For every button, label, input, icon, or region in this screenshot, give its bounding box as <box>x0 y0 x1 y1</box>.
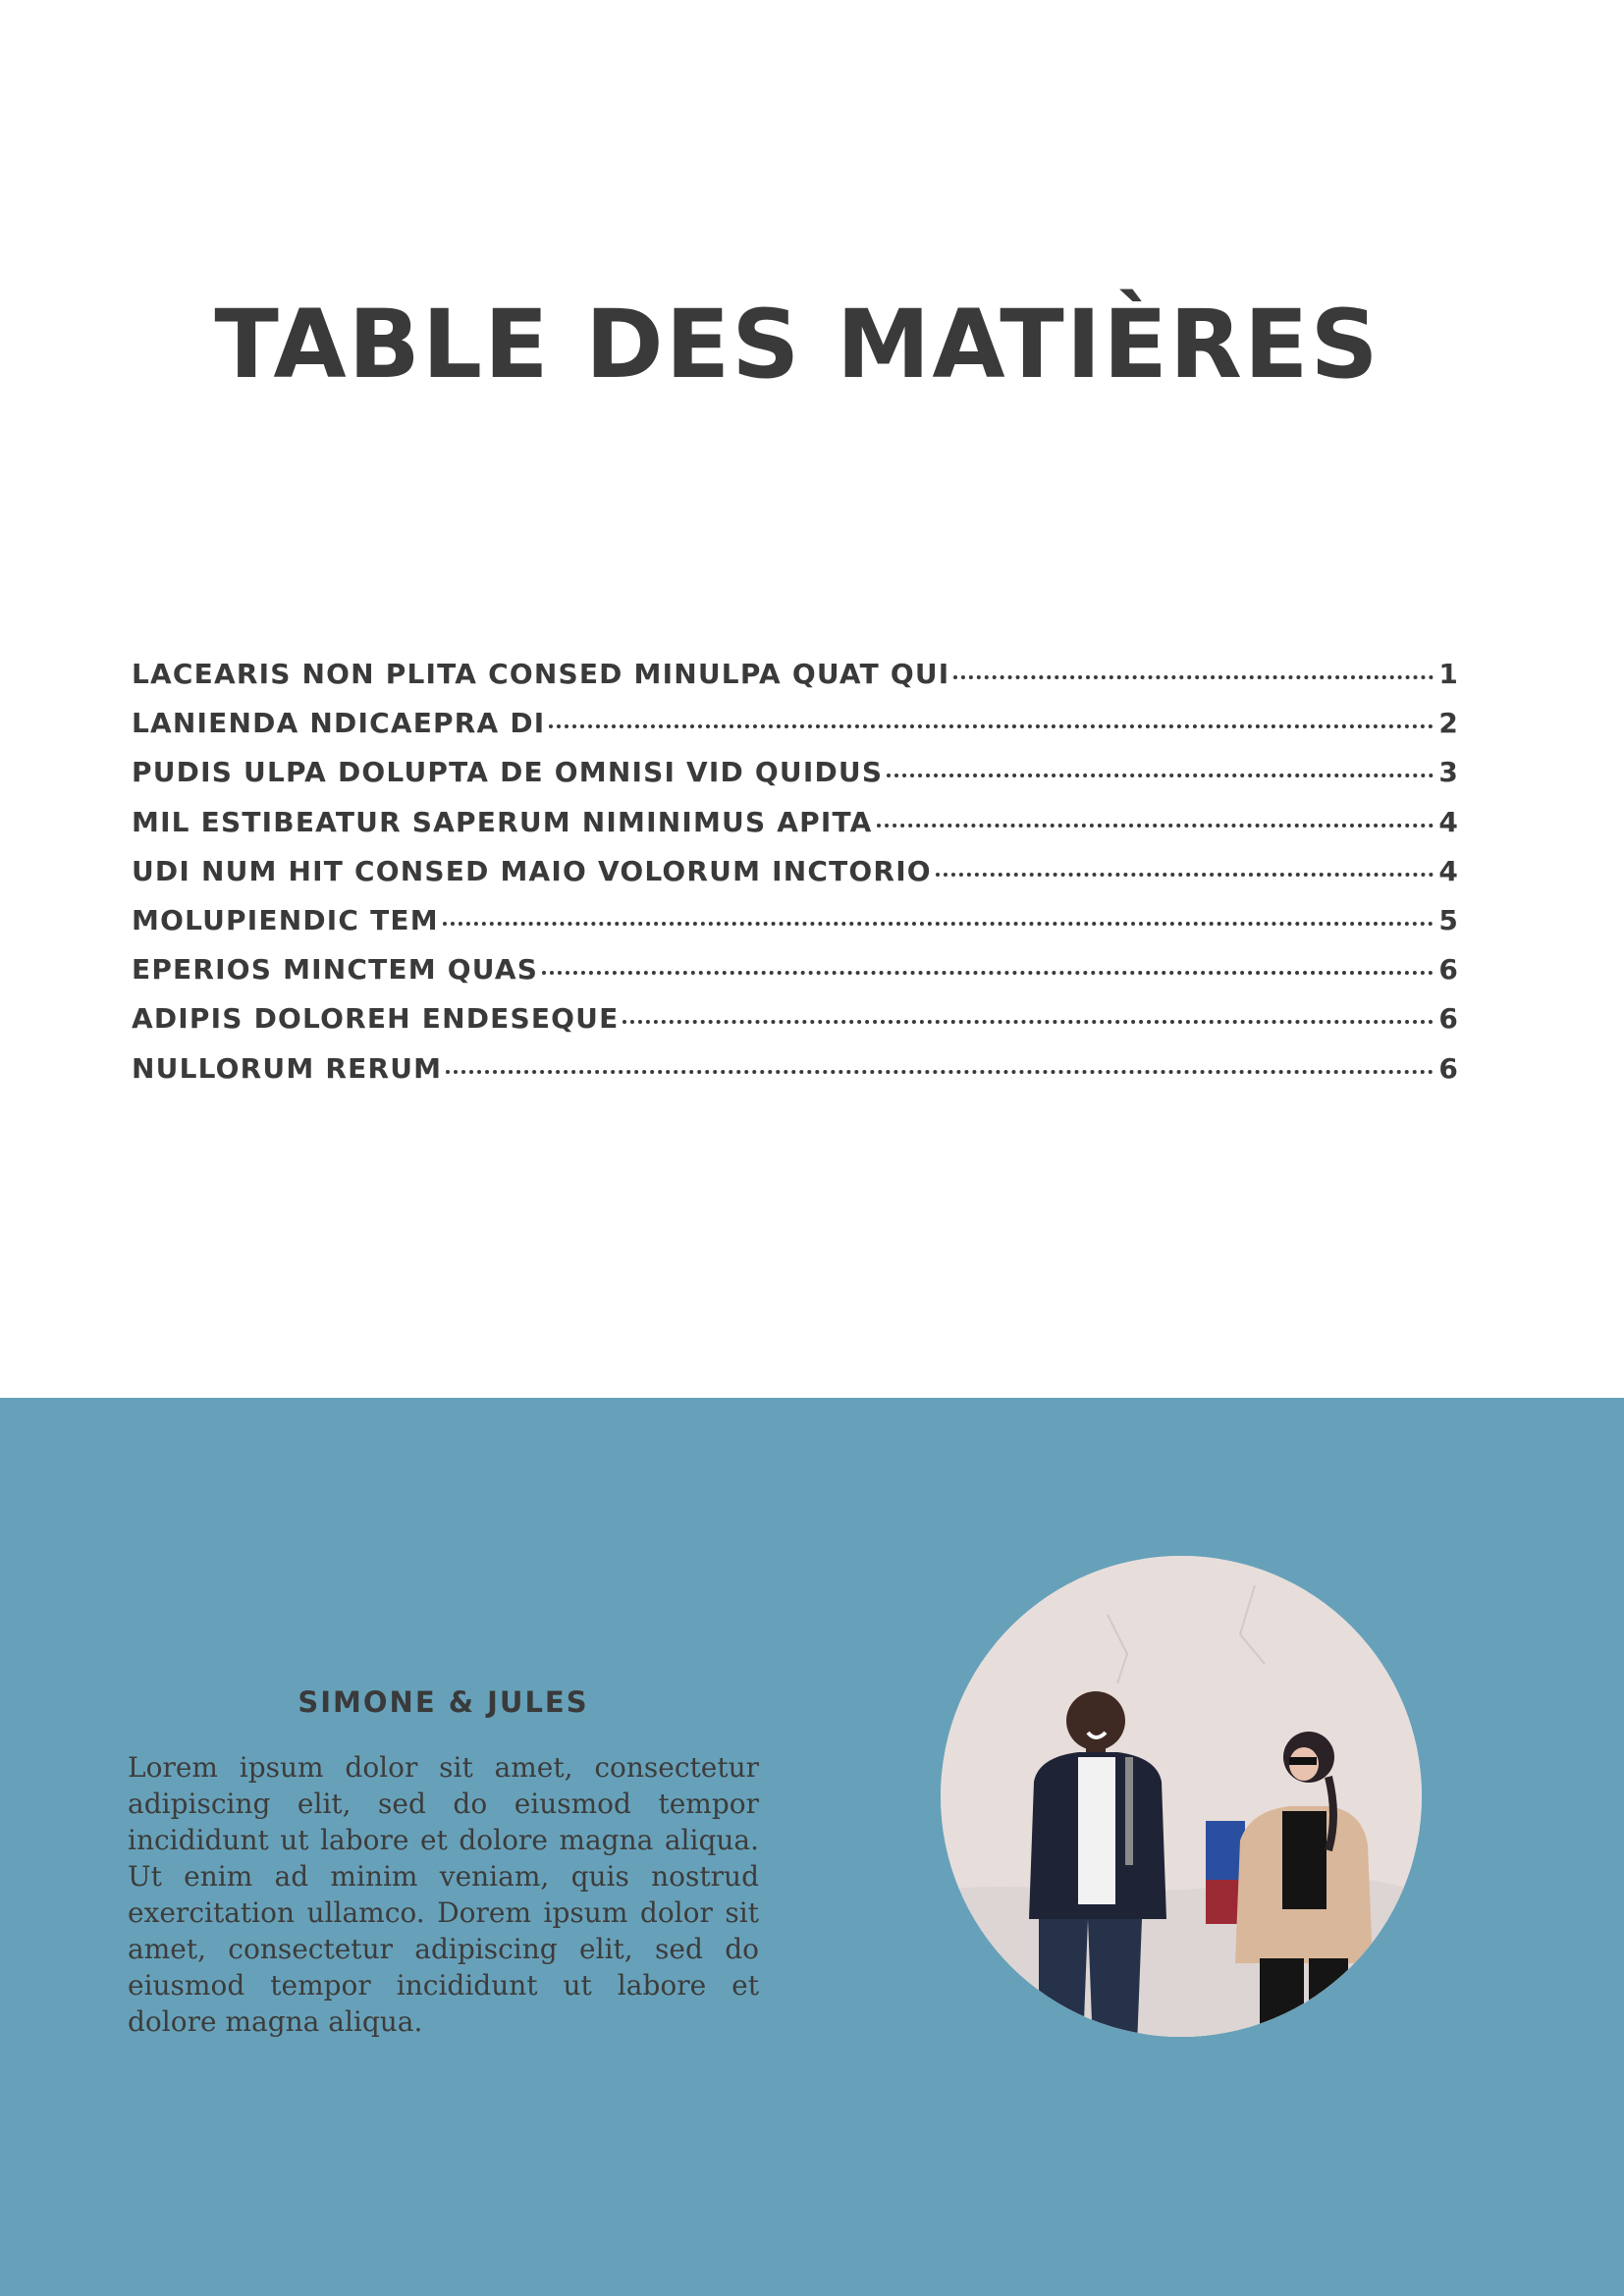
toc-entry-title: LANIENDA NDICAEPRA DI <box>132 707 546 740</box>
toc-entry-title: NULLORUM RERUM <box>132 1051 443 1085</box>
toc-entry-page: 4 <box>1438 805 1459 838</box>
toc-entry[interactable] <box>132 1052 1459 1101</box>
toc-dot-leader <box>623 1020 1434 1024</box>
toc-entry-title: MOLUPIENDIC TEM <box>132 903 439 936</box>
toc-entry-title: UDI NUM HIT CONSED MAIO VOLORUM INCTORIO <box>132 854 932 887</box>
toc-entry-page: 2 <box>1438 707 1459 740</box>
table-of-contents <box>132 658 1459 1101</box>
author-photo-illustration <box>941 1556 1422 2037</box>
toc-entry[interactable] <box>132 707 1459 756</box>
toc-entry-title: LACEARIS NON PLITA CONSED MINULPA QUAT QUI <box>132 658 950 690</box>
toc-entry[interactable] <box>132 904 1459 953</box>
toc-dot-leader <box>936 873 1434 877</box>
toc-dot-leader <box>549 724 1434 728</box>
toc-entry-page: 6 <box>1438 953 1459 987</box>
toc-dot-leader <box>443 922 1434 926</box>
author-photo <box>941 1556 1422 2037</box>
toc-entry-page: 4 <box>1438 854 1459 887</box>
toc-entry[interactable] <box>132 953 1459 1002</box>
toc-dot-leader <box>953 675 1434 679</box>
toc-entry-page: 6 <box>1438 1051 1459 1085</box>
toc-entry[interactable] <box>132 756 1459 805</box>
toc-entry-title: PUDIS ULPA DOLUPTA DE OMNISI VID QUIDUS <box>132 756 884 789</box>
toc-entry-title: MIL ESTIBEATUR SAPERUM NIMINIMUS APITA <box>132 805 873 838</box>
toc-entry-page: 6 <box>1438 1002 1459 1036</box>
toc-entry-page: 1 <box>1438 658 1459 690</box>
author-name: SIMONE & JULES <box>298 1685 589 1719</box>
toc-dot-leader <box>542 971 1434 975</box>
toc-entry[interactable] <box>132 855 1459 904</box>
toc-entry-title: ADIPIS DOLOREH ENDESEQUE <box>132 1002 620 1036</box>
toc-entry[interactable] <box>132 658 1459 707</box>
toc-dot-leader <box>877 824 1435 828</box>
toc-entry[interactable] <box>132 806 1459 855</box>
toc-dot-leader <box>887 774 1434 777</box>
page-title: TABLE DES MATIÈRES <box>214 290 1380 400</box>
toc-entry-page: 5 <box>1438 903 1459 936</box>
author-bio: Lorem ipsum dolor sit amet, consectetur adipiscing elit, sed do eiusmod tempor incididunt ut labore et dolore magna aliqua. Ut enim ad minim veniam, quis nostrud exercitation ullamco. Dorem ipsum dolor sit amet, consectetur adipiscing elit, sed do eiusmod tempor incididunt ut labore et dolore magna aliqua. <box>128 1751 759 2038</box>
toc-entry[interactable] <box>132 1002 1459 1051</box>
toc-entry-title: EPERIOS MINCTEM QUAS <box>132 953 539 987</box>
toc-entry-page: 3 <box>1438 756 1459 789</box>
toc-dot-leader <box>446 1070 1434 1074</box>
